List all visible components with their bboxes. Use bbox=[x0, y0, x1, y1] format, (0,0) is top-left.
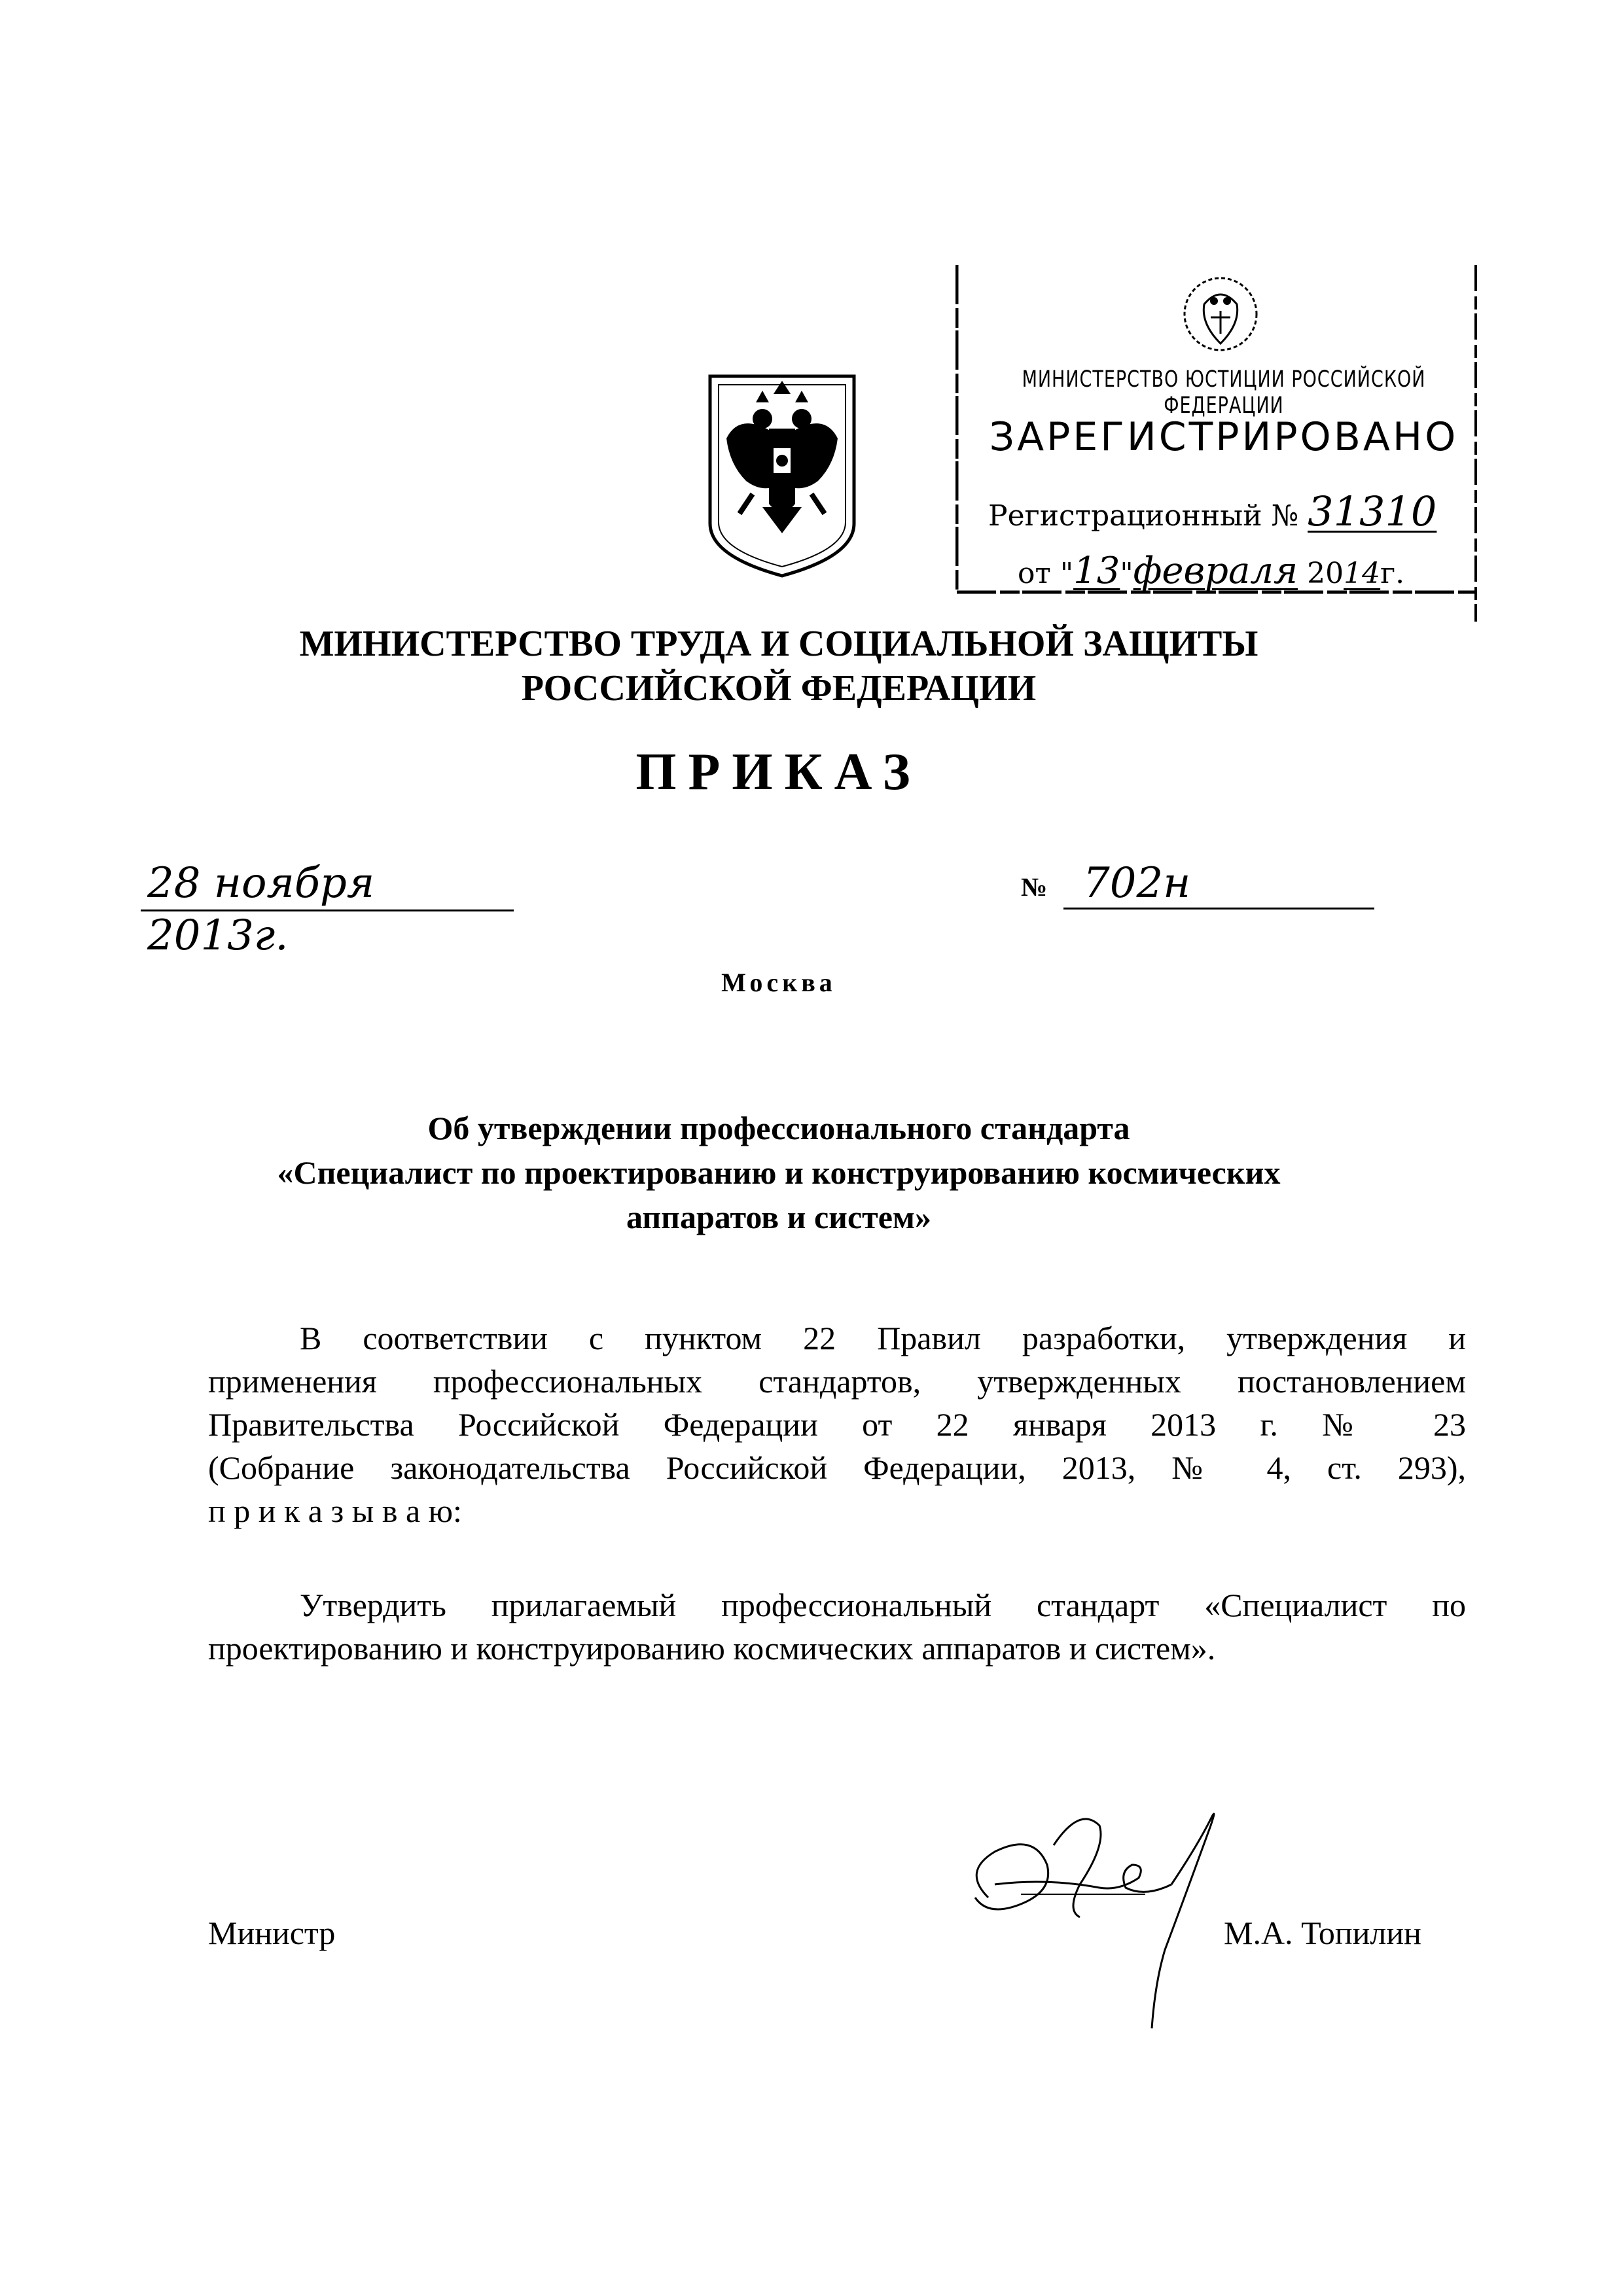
resolution-line: Утвердить прилагаемый профессиональный стандарт «Специалист по bbox=[300, 1587, 1466, 1623]
stamp-registration-label: Регистрационный № bbox=[988, 499, 1299, 533]
preamble-line: Правительства Российской Федерации от 22 января 2013 г. № 23 bbox=[208, 1406, 1466, 1443]
ministry-line-1: МИНИСТЕРСТВО ТРУДА И СОЦИАЛЬНОЙ ЗАЩИТЫ bbox=[299, 624, 1258, 664]
stamp-date-year-suffix: 14 bbox=[1344, 557, 1381, 590]
signatory-title: Министр bbox=[208, 1915, 336, 1951]
handwritten-signature bbox=[949, 1806, 1250, 2035]
ministry-header bbox=[196, 622, 1361, 711]
stamp-date-month: февраля bbox=[1133, 550, 1298, 592]
stamp-date-day: 13 bbox=[1073, 550, 1120, 592]
stamp-date-line bbox=[1018, 550, 1404, 592]
order-number-block bbox=[1021, 857, 1374, 910]
order-city: Москва bbox=[721, 968, 836, 997]
order-subject bbox=[196, 1106, 1361, 1239]
stamp-registration-number-line bbox=[988, 487, 1436, 535]
stamp-date-suffix: г. bbox=[1380, 557, 1405, 590]
stamp-date-year-prefix: 20 bbox=[1307, 557, 1344, 590]
order-number: 702н bbox=[1063, 857, 1374, 910]
document-title: ПРИКАЗ bbox=[635, 743, 922, 801]
paragraph-resolution bbox=[208, 1583, 1466, 1670]
coat-of-arms-emblem bbox=[700, 366, 864, 582]
resolution-line: проектированию и конструированию космических аппаратов и систем». bbox=[208, 1630, 1216, 1667]
preamble-line: В соответствии с пунктом 22 Правил разработки, утверждения и bbox=[300, 1320, 1466, 1356]
stamp-date-prefix: от " bbox=[1018, 557, 1074, 590]
order-date: 28 ноября 2013г. bbox=[141, 857, 514, 911]
stamp-registration-number: 31310 bbox=[1308, 487, 1437, 535]
stamp-ministry-name: МИНИСТЕРСТВО ЮСТИЦИИ РОССИЙСКОЙ ФЕДЕРАЦИИ bbox=[1022, 366, 1426, 419]
subject-line-3: аппаратов и систем» bbox=[626, 1199, 931, 1235]
stamp-date-quote: " bbox=[1120, 557, 1133, 590]
stamp-emblem-icon bbox=[1178, 272, 1263, 357]
subject-line-2: «Специалист по проектированию и конструированию космических bbox=[277, 1154, 1281, 1191]
preamble-line-order-word: п р и к а з ы в а ю: bbox=[208, 1492, 462, 1529]
subject-line-1: Об утверждении профессионального стандарта bbox=[427, 1110, 1130, 1146]
preamble-line: (Собрание законодательства Российской Федерации, 2013, № 4, ст. 293), bbox=[208, 1449, 1466, 1486]
signatory-name: М.А. Топилин bbox=[1224, 1915, 1421, 1951]
paragraph-preamble bbox=[208, 1316, 1466, 1532]
registration-stamp bbox=[955, 265, 1479, 622]
stamp-registered-label: ЗАРЕГИСТРИРОВАНО bbox=[989, 414, 1459, 460]
preamble-line: применения профессиональных стандартов, утвержденных постановлением bbox=[208, 1363, 1466, 1400]
ministry-line-2: РОССИЙСКОЙ ФЕДЕРАЦИИ bbox=[521, 668, 1037, 709]
order-number-sign: № bbox=[1021, 872, 1048, 902]
